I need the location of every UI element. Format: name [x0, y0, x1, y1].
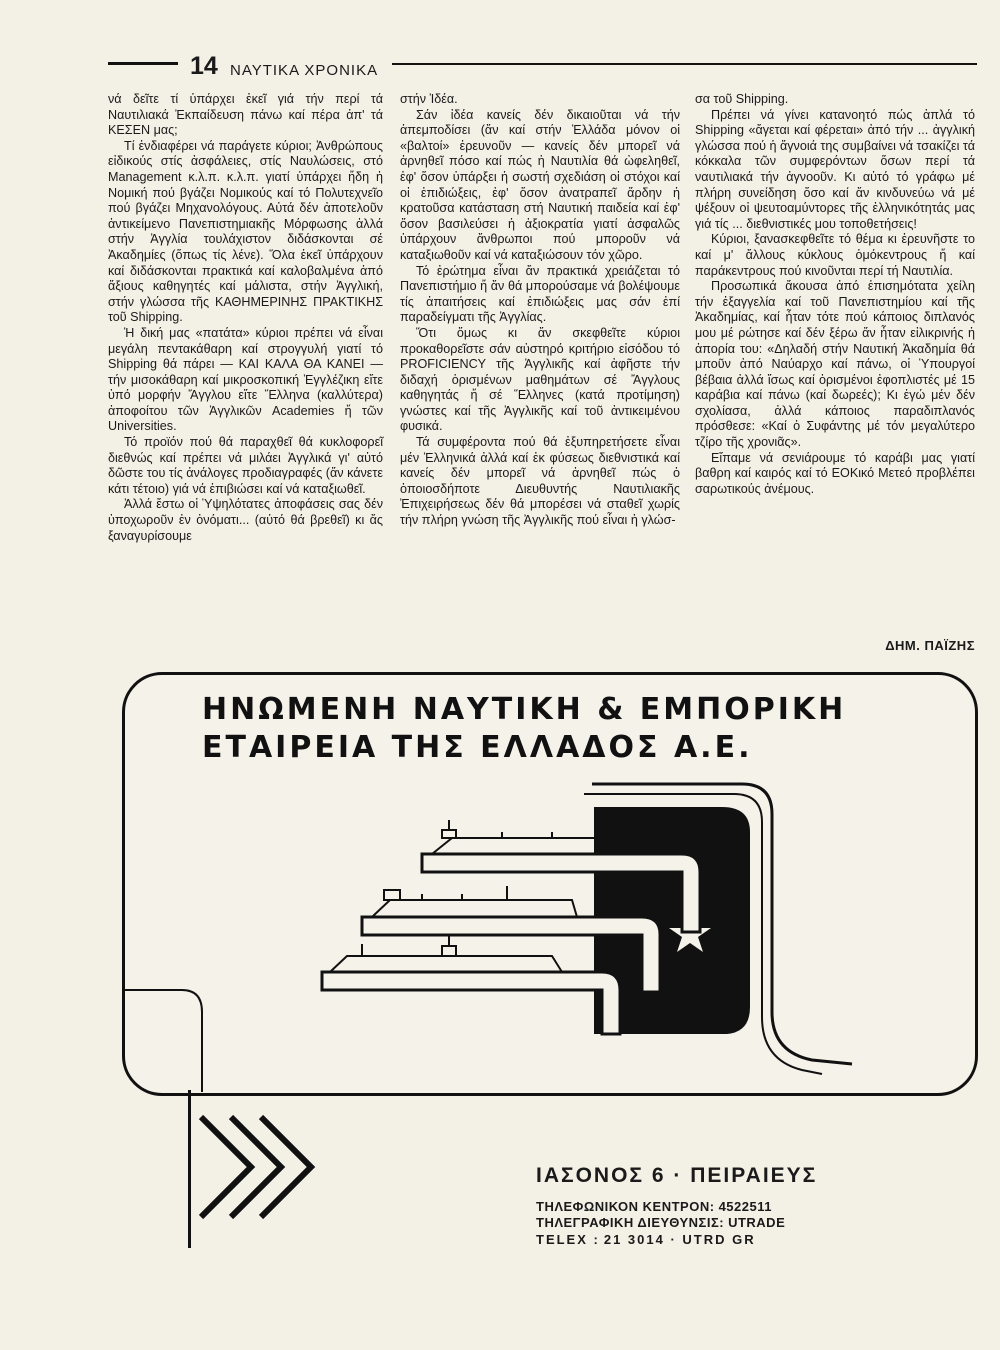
deck-lower — [322, 972, 620, 1034]
base-line — [122, 990, 202, 1092]
ship-icon — [372, 886, 577, 917]
ad-phone-value: 4522511 — [718, 1199, 772, 1214]
page-number: 14 — [190, 52, 218, 80]
ship-icon — [432, 820, 602, 854]
header-rule-right — [392, 63, 977, 65]
paragraph: Σάν ἰδέα κανείς δέν δικαιοῦται νά τήν ἀπεμποδίσει (ἄν καί στήν Ἑλλάδα μόνον οἱ «βαλτοί» ἐρευνοῦν — κανείς δέν μπορεῖ νά ἀρνηθεῖ πόσο καί πώς ἡ Ναυτιλία θά ὠφεληθεῖ, ἐφ' ὅσον ὑπάρξει ἡ σωστή σχεδιάση οἱ στόχοι καί οἱ ἐπιδιώξεις, ἐφ' ὅσον ἀνατραπεῖ ἄρδην ἡ κρατοῦσα κατάσταση στή Ναυτική παιδεία καί ἐφ' ὅσον βασιλεύσει ἡ ἀξιοκρατία γιατί ἀσφαλῶς ὑπάρχουν ἄνθρωποι πού μποροῦν νά καταξιωθοῦν καί νά καταξιώσουν τόν χῶρο. — [400, 107, 680, 262]
paragraph: Τό ἐρώτημα εἶναι ἄν πρακτικά χρειάζεται τό Πανεπιστήμιο ἤ ἄν θά μπορούσαμε νά βολέψουμε τίς ἀπαιτήσεις καί ἐπιδιώξεις μας σάν ἐπί παραδείγματι τῆς Ἀγγλίας. — [400, 263, 680, 325]
chevron-icon — [196, 1112, 346, 1222]
paragraph: Πρέπει νά γίνει κατανοητό πώς ἁπλά τό Shipping «ἄγεται καί φέρεται» ἀπό τήν ... ἀγγλική γλώσσα πού ἡ ἄγνοιά της συμβαίνει νά τσακίζει τά κόκκαλα τῶν συμφερόντων ὅσων περί τά ναυτιλιακά τήν ἀγνοοῦν. Κι αὐτό τό γράφω μέ πλήρη συνείδηση ὅσο καί ἄν κινδυνεύω νά μέ ψέξουν οἱ ψευτοαμύντορες τῆς ἑλληνικότητάς μας γιά τίς ... διεθνιστικές μου τοποθετήσεις! — [695, 107, 975, 231]
ad-company-name-line2: ΕΤΑΙΡΕΙΑ ΤΗΣ ΕΛΛΑΔΟΣ Α.Ε. — [202, 730, 753, 765]
paragraph: Ἀλλά ἔστω οἱ Ὑψηλότατες ἀποφάσεις σας δέν ὑποχωροῦν ἐν ὀνόματι... (αὐτό θά βρεθεῖ) κι ἄς ξαναγυρίσουμε — [108, 497, 383, 543]
ad-telegraph-label: ΤΗΛΕΓΡΑΦΙΚΗ ΔΙΕΥΘΥΝΣΙΣ: — [536, 1215, 725, 1230]
ship-icon — [330, 934, 562, 972]
paragraph: Κύριοι, ξανασκεφθεῖτε τό θέμα κι ἐρευνῆστε το καί μ' ἄλλους κύκλους ὁμόκεντρους ἤ καί παράκεντρους πού κινοῦνται περί τή Ναυτιλία. — [695, 232, 975, 278]
ad-company-name-line1: ΗΝΩΜΕΝΗ ΝΑΥΤΙΚΗ & ΕΜΠΟΡΙΚΗ — [202, 692, 847, 727]
article-column-2 — [400, 92, 680, 529]
running-title: ΝΑΥΤΙΚΑ ΧΡΟΝΙΚΑ — [230, 62, 379, 79]
ad-telex-label: TELEX : — [536, 1232, 600, 1247]
author-signature: ΔΗΜ. ΠΑΪΖΗΣ — [885, 638, 975, 653]
ad-phone-label: ΤΗΛΕΦΩΝΙΚΟΝ ΚΕΝΤΡΟΝ: — [536, 1199, 715, 1214]
ad-telex-value: 21 3014 · UTRD GR — [603, 1232, 756, 1247]
article-column-3 — [695, 92, 975, 497]
paragraph: σα τοῦ Shipping. — [695, 92, 789, 106]
paragraph: Ὅτι ὅμως κι ἄν σκεφθεῖτε κύριοι προκαθορεῖστε σάν αὐστηρό κριτήριο εἰσόδου τό PROFICIENCY τῆς Ἀγγλικῆς καί ἀφῆστε τήν διδαχή ὁρισμένων μαθημάτων σέ Ἄγγλους καθηγητάς ἤ σέ Ἕλληνες (κατά προτίμηση) γνώστες καί τῆς Ἀγγλικῆς καί τοῦ ἀντικειμένου φυσικά. — [400, 325, 680, 434]
ad-phone — [536, 1199, 772, 1214]
paragraph: Προσωπικά ἄκουσα ἀπό ἐπισημότατα χείλη τήν ἐξαγγελία καί τοῦ Πανεπιστημίου καί τῆς Ἀκαδημίας, καί ἦταν τότε πού κάποιος διπλανός μου μέ ρώτησε καί δέν ξέρω ἄν ἦταν εἰλικρινής ἡ ἀπορία του: «Δηλαδή στήν Ναυτική Ἀκαδημία θά μποῦν ἀπό Ναύαρχο καί πάνω, οἱ Ὑπουργοί βέβαια ἀλλά ἴσως καί ὁρισμένοι ἐφοπλιστές μέ 15 καράβια καί πάνω (καί δωρεές); Κι ἐγώ μέν δέν σχολίασα, ἀλλά κάποιος παραδιπλανός πρόσθεσε: «Καί ὁ Συφάντης μέ τόν μεγαλύτερο τζίρο τῆς χρονιᾶς». — [695, 279, 975, 450]
paragraph: Εἴπαμε νά σενιάρουμε τό καράβι μας γιατί βαθρη καί καιρός καί τό ΕΟΚικό Μετεό προβλέπει σαρωτικούς ἀνέμους. — [695, 450, 975, 496]
paragraph: Ἡ δική μας «πατάτα» κύριοι πρέπει νά εἶναι μεγάλη πεντακάθαρη καί στρογγυλή γιατί τό Shipping θά πάρει — ΚΑΙ ΚΑΛΑ ΘΑ ΚΑΝΕΙ — τήν μισοκάθαρη καί μικροσκοπική Ἐγγλέζικη εἴτε ὑπό μορφήν Ἄγγλου εἴτε Ἕλληνα (καλλύτερα) ἀποφοίτου τῶν Ἀγγλικῶν Academies ἤ τῶν Universities. — [108, 325, 383, 434]
paragraph: νά δεῖτε τί ὑπάρχει ἐκεῖ γιά τήν περί τά Ναυτιλιακά Ἐκπαίδευση πάνω καί πέρα ἀπ' τά ΚΕΣΕΝ μας; — [108, 92, 383, 138]
ad-telex — [536, 1232, 756, 1247]
ad-telegraph-value: UTRADE — [728, 1215, 786, 1230]
ad-address: ΙΑΣΟΝΟΣ 6 · ΠΕΙΡΑΙΕΥΣ — [536, 1164, 818, 1187]
paragraph: Τό προϊόν πού θά παραχθεῖ θά κυκλοφορεῖ διεθνώς καί πρέπει νά μιλάει Ἀγγλικά γι' αὐτό δῶστε του τίς ἀνάλογες προδιαγραφές (ἄν κάνετε κάτι τέτοιο) γιά νά ἐπιβιώσει καί νά καταξιωθεῖ. — [108, 435, 383, 496]
article-column-1 — [108, 92, 383, 544]
paragraph: Τί ἐνδιαφέρει νά παράγετε κύριοι; Ἀνθρώπους εἰδικούς στίς ἀσφάλειες, στίς Ναυλώσεις, στό Management κ.λ.π. κ.λ.π. γιατί ὑπάρχει ἤδη ἡ Νομική πού βγάζει Νομικούς καί τό Πολυτεχνεῖο πού βγάζει Μηχανολόγους. Αὐτά δέν ἀποτελοῦν ἀντικείμενο Πανεπιστημιακῆς Μόρφωσης ἀλλά στήν Ἀγγλία τουλάχιστον διδάσκονται σέ Ἀκαδημίες (ὅπως τίς λένε). Ὅλα ἐκεῖ ὑπάρχουν καί διδάσκονται πρακτικά καί καλοβαλμένα ἀπό ἄξιους καθηγητές καί μάλιστα, στήν Ἀγγλική, στήν γλώσσα τῆς ΚΑΘΗΜΕΡΙΝΗΣ ΠΡΑΚΤΙΚΗΣ τοῦ Shipping. — [108, 138, 383, 325]
paragraph: στήν Ἰδέα. — [400, 92, 458, 106]
paragraph: Τά συμφέροντα πού θά ἐξυπηρετήσετε εἶναι μέν Ἑλληνικά ἀλλά καί ἐκ φύσεως διεθνιστικά καί κανείς δέν μπορεῖ νά ἀρνηθεῖ πώς ὁ ὁποιοσδήποτε Διευθυντής Ναυτιλιακῆς Ἐπιχειρήσεως δέν θά μπορέσει νά σταθεῖ χωρίς τήν πλήρη γνώση τῆς Ἀγγλικῆς πού εἶναι ἡ γλώσ- — [400, 435, 680, 528]
ad-illustration — [122, 672, 972, 1092]
header-rule-left — [108, 62, 178, 65]
ad-telegraph — [536, 1215, 785, 1230]
